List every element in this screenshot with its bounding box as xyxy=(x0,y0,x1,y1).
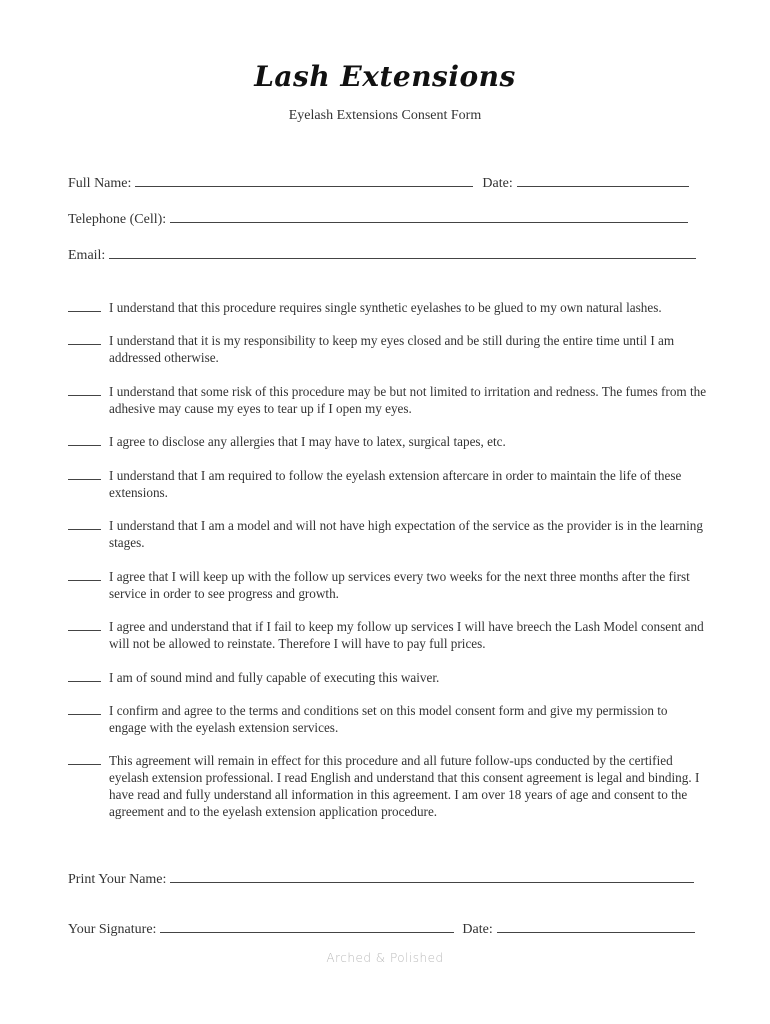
initials-blank[interactable] xyxy=(68,445,101,446)
signature-row xyxy=(68,920,695,938)
consent-item-text: I understand that I am a model and will not have high expectation of the service as the provider is in the learning stages. xyxy=(109,518,703,550)
footer-brand: Arched & Polished xyxy=(326,951,444,965)
full-name-row xyxy=(68,174,689,192)
consent-item-text: This agreement will remain in effect for this procedure and all future follow-ups conducted by the certified eyelash extension professional. I read English and understand that this consent agreement is legal and binding. I have read and fully understand all information in this agreement. I am over 18 years of age and consent to the agreement and to the eyelash extension application procedure. xyxy=(109,753,700,819)
email-label: Email: xyxy=(68,248,106,263)
signature-label: Your Signature: xyxy=(68,922,157,937)
initials-blank[interactable] xyxy=(68,344,101,345)
consent-item-6 xyxy=(68,517,708,551)
consent-item-text: I understand that it is my responsibility to keep my eyes closed and be still during the entire time until I am addressed otherwise. xyxy=(109,333,675,365)
consent-item-7 xyxy=(68,568,708,602)
consent-item-3 xyxy=(68,383,708,417)
consent-item-text: I agree that I will keep up with the follow up services every two weeks for the next three months after the first service in order to see progress and growth. xyxy=(109,569,690,601)
consent-item-text: I understand that some risk of this procedure may be but not limited to irritation and redness. The fumes from the adhesive may cause my eyes to tear up if I open my eyes. xyxy=(109,384,707,416)
page-subtitle: Eyelash Extensions Consent Form xyxy=(288,108,482,123)
signature-date-label: Date: xyxy=(462,922,493,937)
consent-item-2 xyxy=(68,332,708,366)
date-field[interactable] xyxy=(517,174,689,187)
signature-field[interactable] xyxy=(160,920,454,933)
initials-blank[interactable] xyxy=(68,580,101,581)
consent-item-text: I agree and understand that if I fail to keep my follow up services I will have breech the Lash Model consent and will not be allowed to reinstate. Therefore I will have to pay full prices. xyxy=(109,619,704,651)
print-name-row xyxy=(68,870,694,888)
consent-item-8 xyxy=(68,618,708,652)
initials-blank[interactable] xyxy=(68,681,101,682)
full-name-label: Full Name: xyxy=(68,176,132,191)
full-name-field[interactable] xyxy=(135,174,473,187)
initials-blank[interactable] xyxy=(68,529,101,530)
initials-blank[interactable] xyxy=(68,764,101,765)
initials-blank[interactable] xyxy=(68,479,101,480)
initials-blank[interactable] xyxy=(68,714,101,715)
consent-item-11 xyxy=(68,752,708,820)
consent-item-text: I am of sound mind and fully capable of executing this waiver. xyxy=(109,670,440,685)
consent-item-text: I confirm and agree to the terms and conditions set on this model consent form and give my permission to engage with the eyelash extension services. xyxy=(109,703,668,735)
email-row xyxy=(68,246,696,264)
consent-item-text: I understand that I am required to follow the eyelash extension aftercare in order to maintain the life of these extensions. xyxy=(109,468,682,500)
consent-item-text: I understand that this procedure requires single synthetic eyelashes to be glued to my own natural lashes. xyxy=(109,300,662,315)
consent-item-text: I agree to disclose any allergies that I may have to latex, surgical tapes, etc. xyxy=(109,434,506,449)
consent-item-1 xyxy=(68,299,708,316)
consent-item-9 xyxy=(68,669,708,686)
consent-item-5 xyxy=(68,467,708,501)
consent-item-4 xyxy=(68,433,708,450)
telephone-row xyxy=(68,210,688,228)
initials-blank[interactable] xyxy=(68,395,101,396)
print-name-field[interactable] xyxy=(170,870,694,883)
signature-date-field[interactable] xyxy=(497,920,695,933)
date-label: Date: xyxy=(482,176,513,191)
page-title: Lash Extensions xyxy=(254,60,516,93)
consent-item-10 xyxy=(68,702,708,736)
initials-blank[interactable] xyxy=(68,630,101,631)
telephone-field[interactable] xyxy=(170,210,688,223)
print-name-label: Print Your Name: xyxy=(68,872,167,887)
initials-blank[interactable] xyxy=(68,311,101,312)
telephone-label: Telephone (Cell): xyxy=(68,212,167,227)
email-field[interactable] xyxy=(109,246,696,259)
